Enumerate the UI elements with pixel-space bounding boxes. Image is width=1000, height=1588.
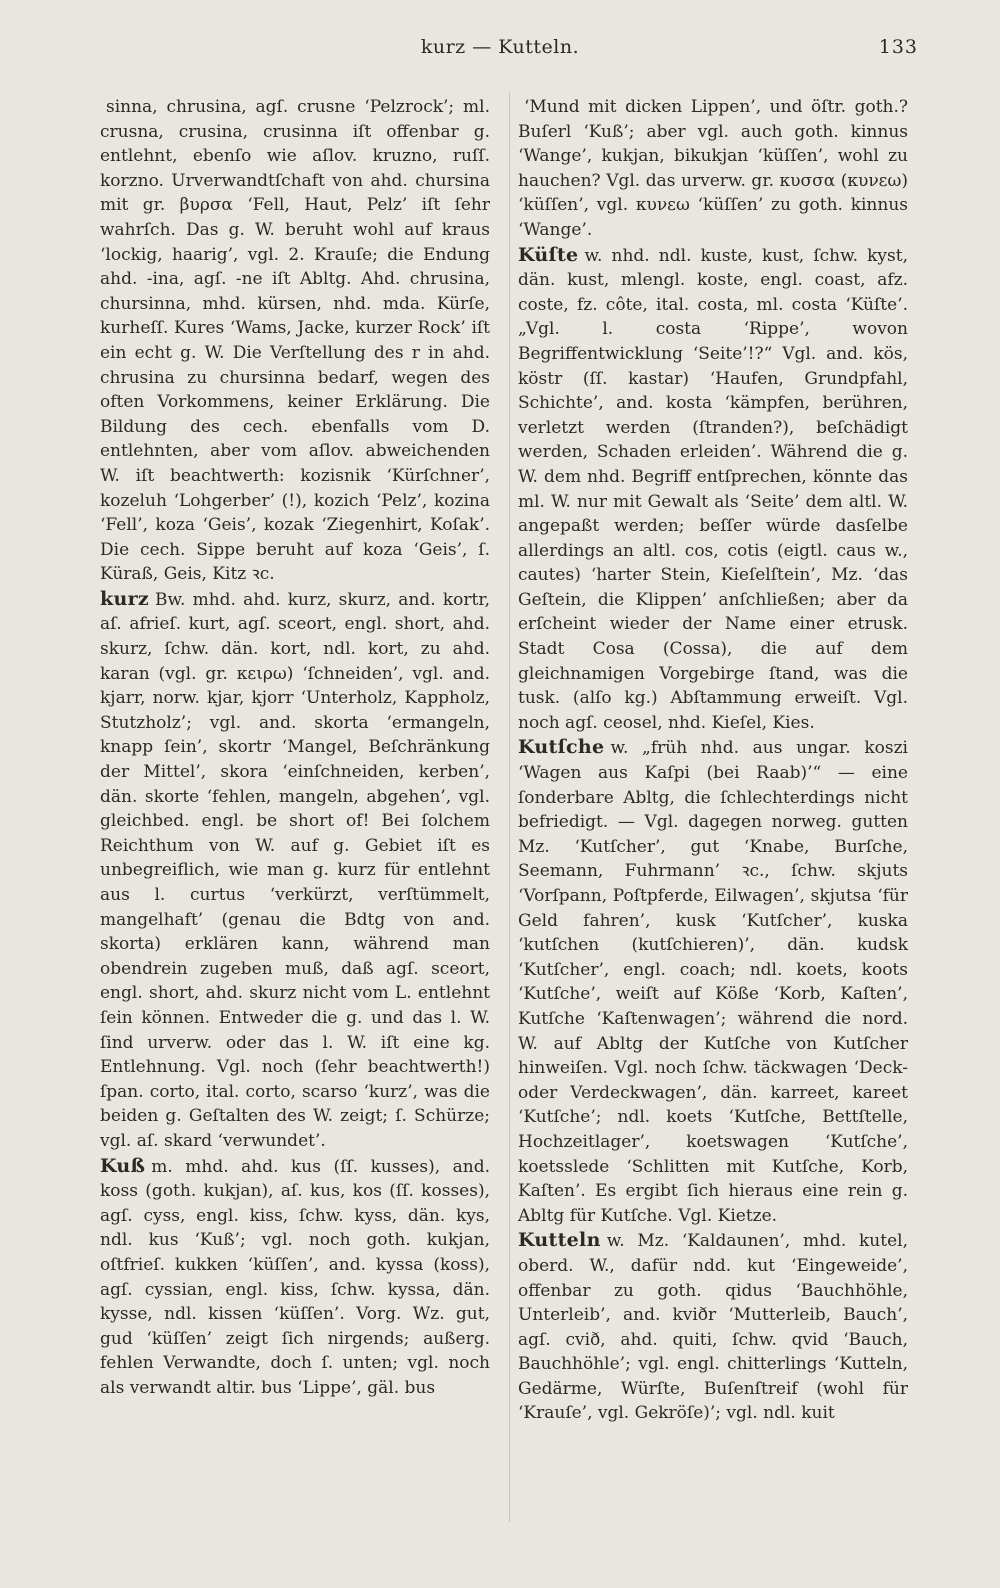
- entry-text: w. Mz. ‘Kaldaunen’, mhd. kutel, oberd. W., dafür ndd. kut ‘Eingeweide’, offenbar zu goth. qidus ‘Bauchhöhle, Unterleib’, and. kviðr ‘Mutterleib, Bauch’, agſ. cvið, ahd. quiti, ſchw. qvid ‘Bauch, Bauchhöhle’; vgl. engl. chitterlings ‘Kutteln, Gedärme, Würſte, Buſenſtreif (wohl für ‘Krauſe’, vgl. Gekröſe)’; vgl. ndl. kuit: [518, 1231, 908, 1424]
- column-divider: [509, 92, 510, 1522]
- entry-text: w. „früh nhd. aus ungar. koszi ‘Wagen aus Kaſpi (bei Raab)’“ — eine ſonderbare Abltg, die ſchlechterdings nicht befriedigt. — Vgl. dagegen norweg. gutten Mz. ‘Kutſcher’, gut ‘Knabe, Burſche, Seemann, Fuhrmann’ ꝛc., ſchw. skjuts ‘Vorſpann, Poſtpferde, Eilwagen’, skjutsa ‘für Geld fahren’, kusk ‘Kutſcher’, kuska ‘kutſchen (kutſchieren)’, dän. kudsk ‘Kutſcher’, engl. coach; ndl. koets, koots ‘Kutſche’, weiſt auf Köße ‘Korb, Kaſten’, Kutſche ‘Kaſtenwagen’; während die nord. W. auf Abltg der Kutſche von Kutſcher hinweiſen. Vgl. noch ſchw. täckwagen ‘Deck- oder Verdeckwagen’, dän. karreet, kareet ‘Kutſche’; ndl. koets ‘Kutſche, Bettſtelle, Hochzeitlager’, koetswagen ‘Kutſche’, koetsslede ‘Schlitten mit Kutſche, Korb, Kaſten’. Es ergibt ſich hieraus eine rein g. Abltg für Kutſche. Vgl. Kietze.: [518, 738, 908, 1226]
- entry-continuation-kürschner: [100, 94, 490, 587]
- entry-text: m. mhd. ahd. kus (ſſ. kusses), and. koss (goth. kukjan), aſ. kus, kos (ſſ. kosses), agſ. cyss, engl. kiss, ſchw. kyss, dän. kys, ndl. kus ‘Kuß’; vgl. noch goth. kukjan, oſtfrieſ. kukken ‘küſſen’, and. kyssa (koss), agſ. cyssian, engl. kiss, ſchw. kyssa, dän. kysse, ndl. kissen ‘küſſen’. Vorg. Wz. gut, gud ‘küſſen’ zeigt ſich nirgends; außerg. fehlen Verwandte, doch ſ. unten; vgl. noch als verwandt altir. bus ‘Lippe’, gäl. bus: [100, 1156, 490, 1398]
- entry-headword: Kuß: [100, 1154, 146, 1177]
- entry-headword: kurz: [100, 587, 149, 610]
- entry-text: ‘Mund mit dicken Lippen’, und öſtr. goth.? Buſerl ‘Kuß’; aber vgl. auch goth. kinnus ‘Wange’, kukjan, bikukjan ‘küſſen’, wohl zu hauchen? Vgl. das urverw. gr. κυσσα (κυνεω) ‘küſſen’, vgl. κυνεω ‘küſſen’ zu goth. kinnus ‘Wange’.: [518, 97, 908, 240]
- running-title: kurz — Kutteln.: [420, 36, 580, 58]
- entry-text: Bw. mhd. ahd. kurz, skurz, and. kortr, aſ. afrieſ. kurt, agſ. sceort, engl. short, ahd. skurz, ſchw. dän. kort, ndl. kort, zu ahd. karan (vgl. gr. κειρω) ‘ſchneiden’, vgl. and. kjarr, norw. kjar, kjorr ‘Unterholz, Kappholz, Stutzholz’; vgl. and. skorta ‘ermangeln, knapp ſein’, skortr ‘Mangel, Beſchränkung der Mittel’, skora ‘einſchneiden, kerben’, dän. skorte ‘fehlen, mangeln, abgehen’, vgl. gleichbed. engl. be short of! Bei ſolchem Reichthum von W. auf g. Gebiet iſt es unbegreiflich, wie man g. kurz für entlehnt aus l. curtus ‘verkürzt, verſtümmelt, mangelhaft’ (genau die Bdtg von and. skorta) erklären kann, während man obendrein zugeben muß, daß agſ. sceort, engl. short, ahd. skurz nicht vom L. entlehnt ſein können. Entweder die g. und das l. W. ſind urverw. oder das l. W. iſt eine kg. Entlehnung. Vgl. noch (ſehr beachtwerth!) ſpan. corto, ital. corto, scarso ‘kurz’, was die beiden g. Geſtalten des W. zeigt; ſ. Schürze; vgl. aſ. skard ‘verwundet’.: [100, 589, 490, 1151]
- entry-kuss: [100, 1154, 490, 1401]
- entry-headword: Küſte: [518, 243, 579, 266]
- right-column: [518, 94, 908, 1426]
- entry-continuation-kuss: [518, 94, 908, 243]
- page-number: 133: [878, 36, 918, 58]
- left-column: [100, 94, 490, 1400]
- entry-text: w. nhd. ndl. kuste, kust, ſchw. kyst, dän. kust, mlengl. koste, engl. coast, afz. coste, fz. côte, ital. costa, ml. costa ‘Küſte’. „Vgl. l. costa ‘Rippe’, wovon Begriffentwicklung ‘Seite’!?“ Vgl. and. kös, köstr (ſſ. kastar) ‘Haufen, Grundpfahl, Schichte’, and. kosta ‘kämpfen, berühren, verletzt werden (ſtranden?), beſchädigt werden, Schaden erleiden’. Während die g. W. dem nhd. Begriff entſprechen, könnte das ml. W. nur mit Gewalt als ‘Seite’ dem altl. W. angepaßt werden; beſſer würde dasſelbe allerdings an altl. cos, cotis (eigtl. caus w., cautes) ‘harter Stein, Kieſelſtein’, Mz. ‘das Geſtein, die Klippen’ anſchließen; aber da erſcheint wieder der Name einer etrusk. Stadt Cosa (Cossa), die auf dem gleichnamigen Vorgebirge ſtand, was die tusk. (alſo kg.) Abſtammung erweiſt. Vgl. noch agſ. ceosel, nhd. Kieſel, Kies.: [518, 245, 908, 733]
- entry-kueste: [518, 243, 908, 736]
- entry-kutteln: [518, 1228, 908, 1426]
- entry-headword: Kutſche: [518, 736, 605, 759]
- entry-headword: Kutteln: [518, 1229, 601, 1252]
- page-header: [0, 36, 1000, 66]
- entry-kutsche: [518, 735, 908, 1228]
- entry-kurz: [100, 587, 490, 1154]
- entry-text: sinna, chrusina, agſ. crusne ‘Pelzrock’; ml. crusna, crusina, crusinna iſt offenbar g. entlehnt, ebenſo wie aſlov. kruzno, ruſſ. korzno. Urverwandtſchaft von ahd. chursina mit gr. βυρσα ‘Fell, Haut, Pelz’ iſt ſehr wahrſch. Das g. W. beruht wohl auf kraus ‘lockig, haarig’, vgl. 2. Krauſe; die Endung ahd. -ina, agſ. -ne iſt Abltg. Ahd. chrusina, chursinna, mhd. kürsen, nhd. mda. Kürſe, kurheſſ. Kures ‘Wams, Jacke, kurzer Rock’ iſt ein echt g. W. Die Verſtellung des r in ahd. chrusina zu chursinna bedarf, wegen des often Vorkommens, keiner Erklärung. Die Bildung des cech. ebenfalls vom D. entlehnten, aber vom aſlov. abweichenden W. iſt beachtwerth: kozisnik ‘Kürſchner’, kozeluh ‘Lohgerber’ (!), kozich ‘Pelz’, kozina ‘Fell’, koza ‘Geis’, kozak ‘Ziegenhirt, Koſak’. Die cech. Sippe beruht auf koza ‘Geis’, ſ. Küraß, Geis, Kitz ꝛc.: [100, 97, 490, 585]
